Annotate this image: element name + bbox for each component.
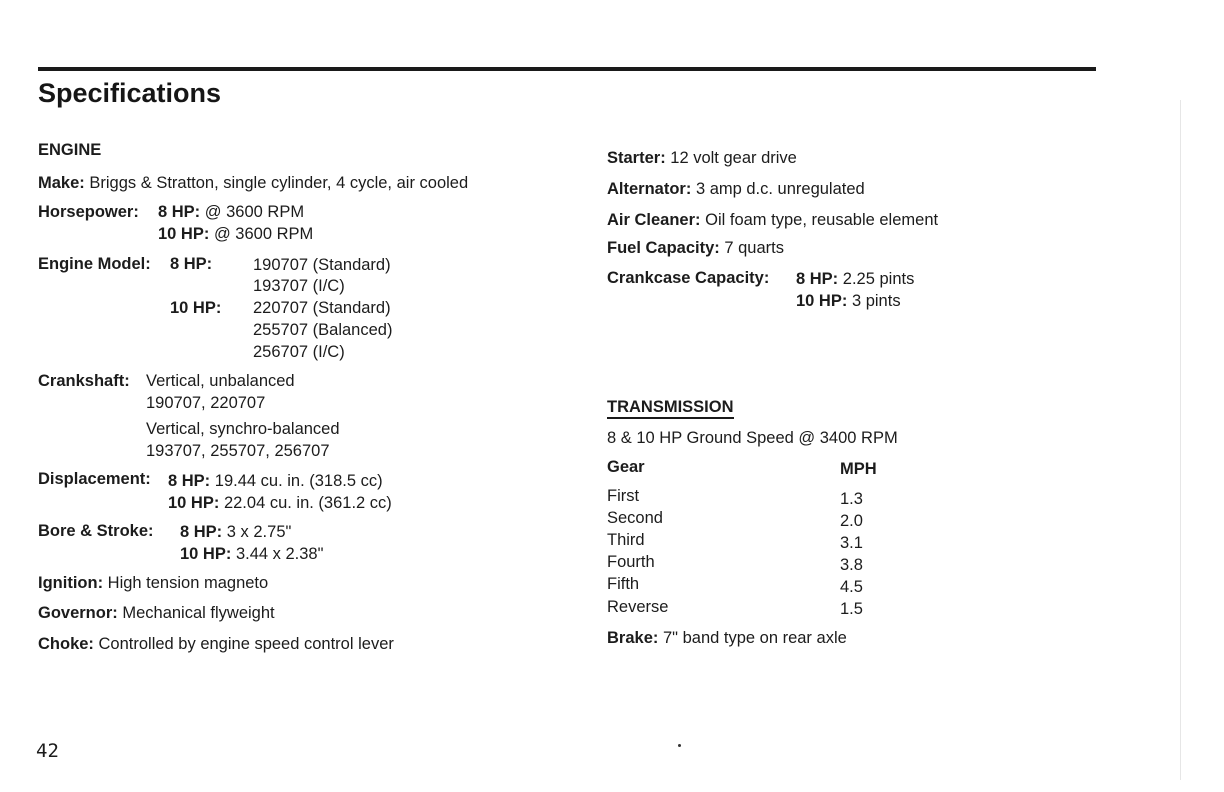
crankshaft-line: 190707, 220707 [146,394,266,412]
gear-mph: 3.1 [840,534,863,552]
print-speck [678,744,681,747]
horsepower-10hp: 10 HP: @ 3600 RPM [158,225,314,243]
displacement-label: Displacement: [38,470,151,488]
crankcase-10hp: 10 HP: 3 pints [796,292,901,310]
engine-model-value: 256707 (I/C) [253,343,345,361]
bore-stroke-10hp: 10 HP: 3.44 x 2.38" [180,545,324,563]
fuel-capacity-spec: Fuel Capacity: 7 quarts [607,239,784,257]
crankshaft-line: Vertical, unbalanced [146,372,295,390]
gear-mph: 3.8 [840,556,863,574]
choke-spec: Choke: Controlled by engine speed control lever [38,635,394,653]
crankshaft-line: Vertical, synchro-balanced [146,420,340,438]
displacement-10hp: 10 HP: 22.04 cu. in. (361.2 cc) [168,494,392,512]
gear-name: First [607,487,640,505]
engine-model-value: 190707 (Standard) [253,256,391,274]
crankshaft-line: 193707, 255707, 256707 [146,442,330,460]
engine-model-value: 220707 (Standard) [253,299,391,317]
engine-heading: ENGINE [38,141,102,159]
gear-name: Reverse [607,598,669,616]
top-rule [38,67,1096,71]
gear-mph: 4.5 [840,578,863,596]
crankshaft-label: Crankshaft: [38,372,130,390]
gear-mph: 1.5 [840,600,863,618]
bore-stroke-8hp: 8 HP: 3 x 2.75" [180,523,292,541]
engine-model-8hp-label: 8 HP: [170,255,213,273]
ground-speed-note: 8 & 10 HP Ground Speed @ 3400 RPM [607,429,898,447]
transmission-heading: TRANSMISSION [607,397,734,417]
gear-mph: 1.3 [840,490,863,508]
alternator-spec: Alternator: 3 amp d.c. unregulated [607,180,865,198]
horsepower-label: Horsepower: [38,203,139,221]
crankcase-capacity-label: Crankcase Capacity: [607,269,770,287]
brake-spec: Brake: 7" band type on rear axle [607,629,847,647]
displacement-8hp: 8 HP: 19.44 cu. in. (318.5 cc) [168,472,383,490]
air-cleaner-spec: Air Cleaner: Oil foam type, reusable element [607,211,939,229]
gear-mph: 2.0 [840,512,863,530]
engine-model-10hp-label: 10 HP: [170,299,222,317]
horsepower-8hp: 8 HP: @ 3600 RPM [158,203,305,221]
page-number: 42 [36,740,59,762]
gear-name: Second [607,509,663,527]
engine-model-value: 193707 (I/C) [253,277,345,295]
page-title: Specifications [38,78,222,108]
mph-column-header: MPH [840,460,877,478]
engine-model-value: 255707 (Balanced) [253,321,393,339]
gear-name: Fifth [607,575,640,593]
gear-column-header: Gear [607,458,645,476]
governor-spec: Governor: Mechanical flyweight [38,604,275,622]
crankcase-8hp: 8 HP: 2.25 pints [796,270,915,288]
gear-name: Fourth [607,553,655,571]
ignition-spec: Ignition: High tension magneto [38,574,269,592]
bore-stroke-label: Bore & Stroke: [38,522,154,540]
page-edge [1180,100,1181,780]
starter-spec: Starter: 12 volt gear drive [607,149,797,167]
make-spec: Make: Briggs & Stratton, single cylinder, 4 cycle, air cooled [38,174,469,192]
gear-name: Third [607,531,645,549]
engine-model-label: Engine Model: [38,255,151,273]
